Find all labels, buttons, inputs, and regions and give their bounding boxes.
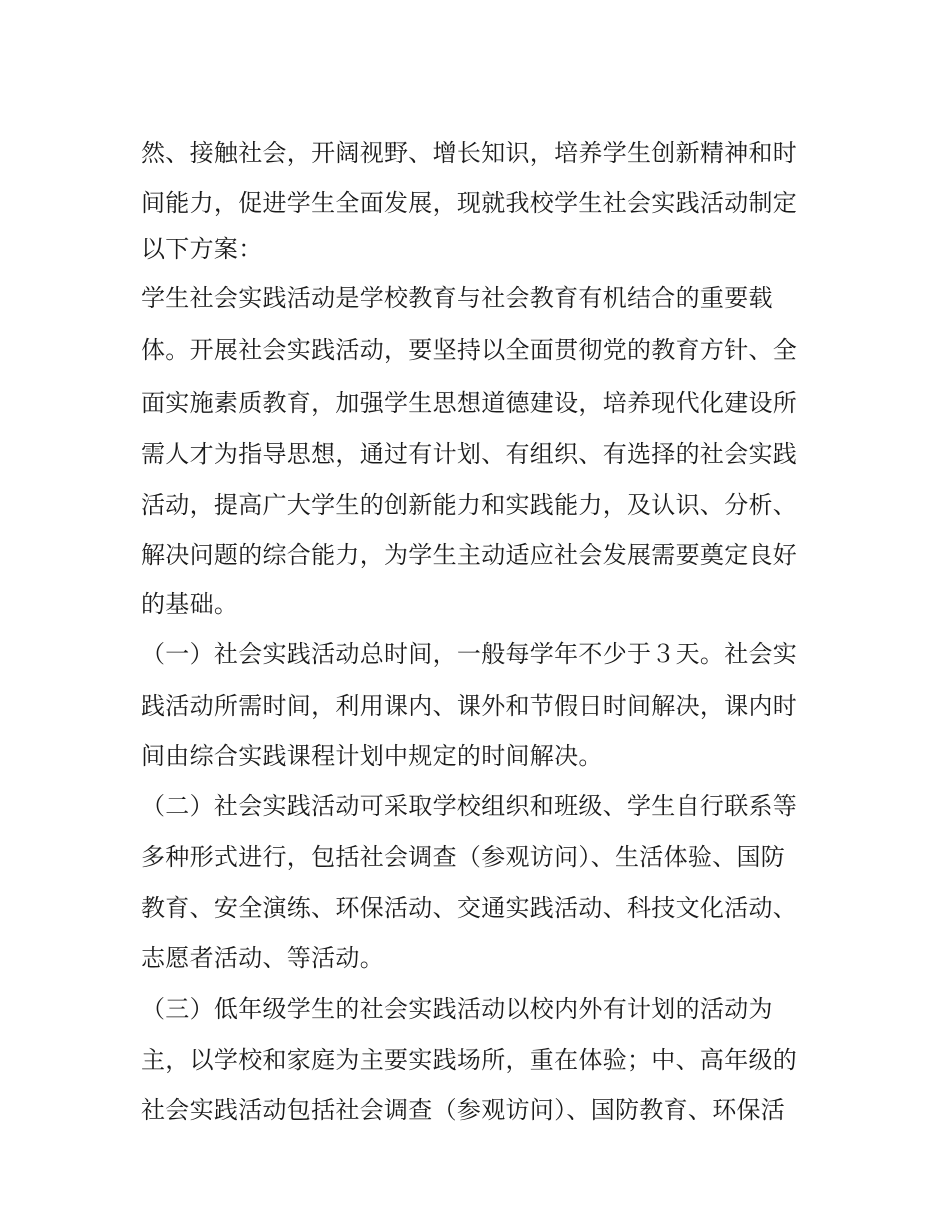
text-line: 需人才为指导思想，通过有计划、有组织、有选择的社会实践 xyxy=(141,440,798,468)
text-line: 活动，提高广大学生的创新能力和实践能力，及认识、分析、 xyxy=(141,491,798,519)
text-line: 的基础。 xyxy=(141,590,239,618)
text-line: 多种形式进行，包括社会调查（参观访问）、生活体验、国防 xyxy=(141,843,786,871)
text-line: （二）社会实践活动可采取学校组织和班级、学生自行联系等 xyxy=(141,792,798,820)
text-line: 践活动所需时间，利用课内、课外和节假日时间解决，课内时 xyxy=(141,692,798,720)
text-line: 解决问题的综合能力，为学生主动适应社会发展需要奠定良好 xyxy=(141,541,798,569)
text-line: 主，以学校和家庭为主要实践场所，重在体验；中、高年级的 xyxy=(141,1046,798,1074)
text-line: 体。开展社会实践活动，要坚持以全面贯彻党的教育方针、全 xyxy=(141,336,798,364)
text-line: 面实施素质教育，加强学生思想道德建设，培养现代化建设所 xyxy=(141,389,798,417)
text-line: 然、接触社会，开阔视野、增长知识，培养学生创新精神和时 xyxy=(141,139,798,167)
text-line: 以下方案： xyxy=(141,235,263,263)
text-line: 志愿者活动、等活动。 xyxy=(141,944,384,972)
text-line: （三）低年级学生的社会实践活动以校内外有计划的活动为 xyxy=(141,995,773,1023)
text-line: 间能力，促进学生全面发展，现就我校学生社会实践活动制定 xyxy=(141,189,798,217)
text-line: 学生社会实践活动是学校教育与社会教育有机结合的重要载 xyxy=(141,284,773,312)
text-line: 教育、安全演练、环保活动、交通实践活动、科技文化活动、 xyxy=(141,894,798,922)
text-line: （一）社会实践活动总时间，一般每学年不少于３天。社会实 xyxy=(141,640,798,668)
text-line: 间由综合实践课程计划中规定的时间解决。 xyxy=(141,742,603,770)
text-line: 社会实践活动包括社会调查（参观访问）、国防教育、环保活 xyxy=(141,1096,786,1124)
